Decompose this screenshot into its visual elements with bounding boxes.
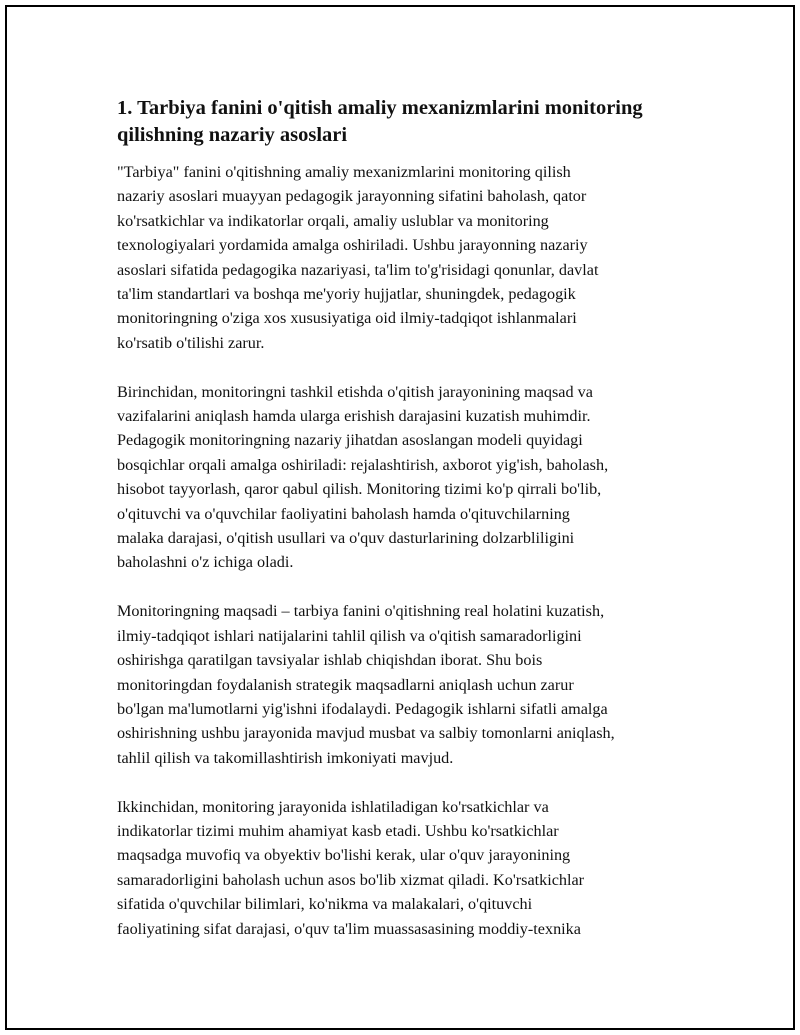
- text-line: texnologiyalari yordamida amalga oshiriladi. Ushbu jarayonning nazariy: [117, 236, 588, 255]
- text-line: tahlil qilish va takomillashtirish imkoniyati mavjud.: [117, 748, 454, 767]
- text-line: Pedagogik monitoringning nazariy jihatdan asoslangan modeli quyidagi: [117, 431, 583, 450]
- text-line: oshirishga qaratilgan tavsiyalar ishlab chiqishdan iborat. Shu bois: [117, 651, 543, 670]
- text-line: ko'rsatib o'tilishi zarur.: [117, 333, 265, 352]
- text-line: indikatorlar tizimi muhim ahamiyat kasb etadi. Ushbu ko'rsatkichlar: [117, 821, 559, 840]
- paragraph-intro: [117, 160, 687, 355]
- text-line: samaradorligini baholash uchun asos bo'lib xizmat qiladi. Ko'rsatkichlar: [117, 870, 585, 889]
- text-line: monitoringdan foydalanish strategik maqsadlarni aniqlash uchun zarur: [117, 675, 574, 694]
- paragraph-second-point: [117, 795, 687, 941]
- text-line: vazifalarini aniqlash hamda ularga erishish darajasini kuzatish muhimdir.: [117, 407, 591, 426]
- paragraph-purpose: [117, 599, 687, 770]
- text-line: hisobot tayyorlash, qaror qabul qilish. Monitoring tizimi ko'p qirrali bo'lib,: [117, 480, 602, 499]
- text-line: oshirishning ushbu jarayonida mavjud musbat va salbiy tomonlarni aniqlash,: [117, 724, 615, 743]
- text-line: Monitoringning maqsadi – tarbiya fanini o'qitishning real holatini kuzatish,: [117, 602, 605, 621]
- section-heading: [117, 95, 687, 149]
- text-line: Ikkinchidan, monitoring jarayonida ishlatiladigan ko'rsatkichlar va: [117, 797, 549, 816]
- text-line: bosqichlar orqali amalga oshiriladi: rejalashtirish, axborot yig'ish, baholash,: [117, 455, 609, 474]
- text-line: ilmiy-tadqiqot ishlari natijalarini tahlil qilish va o'qitish samaradorligini: [117, 626, 582, 645]
- text-line: o'qituvchi va o'quvchilar faoliyatini baholash hamda o'qituvchilarning: [117, 504, 570, 523]
- text-line: ko'rsatkichlar va indikatorlar orqali, amaliy uslublar va monitoring: [117, 211, 549, 230]
- text-line: faoliyatining sifat darajasi, o'quv ta'lim muassasasining moddiy-texnika: [117, 919, 581, 938]
- document-body: [117, 95, 687, 965]
- heading-line: 1. Tarbiya fanini o'qitish amaliy mexanizmlarini monitoring: [117, 97, 643, 119]
- paragraph-first-point: [117, 380, 687, 575]
- text-line: nazariy asoslari muayyan pedagogik jarayonning sifatini baholash, qator: [117, 187, 587, 206]
- text-line: baholashni o'z ichiga oladi.: [117, 553, 294, 572]
- text-line: "Tarbiya" fanini o'qitishning amaliy mexanizmlarini monitoring qilish: [117, 163, 571, 181]
- text-line: bo'lgan ma'lumotlarni yig'ishni ifodalaydi. Pedagogik ishlarni sifatli amalga: [117, 699, 608, 718]
- text-line: monitoringning o'ziga xos xususiyatiga oid ilmiy-tadqiqot ishlanmalari: [117, 309, 577, 328]
- text-line: asoslari sifatida pedagogika nazariyasi, ta'lim to'g'risidagi qonunlar, davlat: [117, 260, 599, 279]
- text-line: ta'lim standartlari va boshqa me'yoriy hujjatlar, shuningdek, pedagogik: [117, 285, 576, 304]
- text-line: malaka darajasi, o'qitish usullari va o'quv dasturlarining dolzarbliligini: [117, 529, 575, 548]
- heading-line: qilishning nazariy asoslari: [117, 124, 348, 146]
- text-line: sifatida o'quvchilar bilimlari, ko'nikma va malakalari, o'qituvchi: [117, 895, 533, 914]
- text-line: maqsadga muvofiq va obyektiv bo'lishi kerak, ular o'quv jarayonining: [117, 846, 571, 865]
- text-line: Birinchidan, monitoringni tashkil etishda o'qitish jarayonining maqsad va: [117, 382, 593, 401]
